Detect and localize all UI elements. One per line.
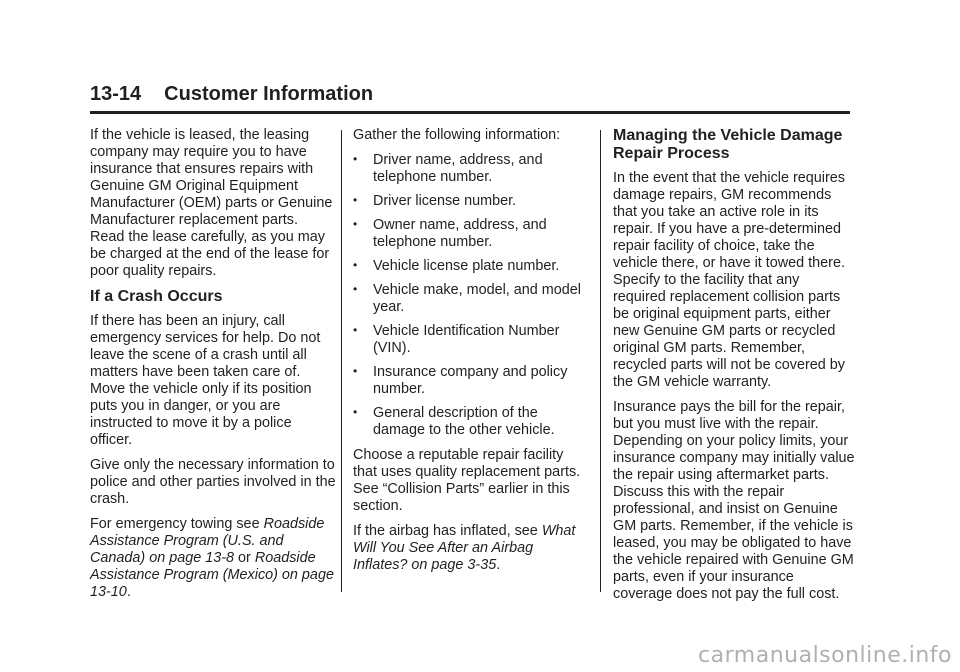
airbag-intro: If the airbag has inflated, see [353,523,542,539]
bullet-icon: • [353,364,358,378]
list-item [353,364,589,398]
bullet-icon: • [353,258,358,272]
lease-paragraph: If the vehicle is leased, the leasing company may require you to have insurance that ensures repairs with Genuine GM Original Equipment Manufacturer (OEM) parts or Genuine Manufacturer replacement parts. Read the lease carefully, as you may be charged at the end of the lease for poor quality repairs. [90,127,333,279]
gather-intro: Gather the following information: [353,127,561,143]
towing-ref-us-canada[interactable]: Roadside Assistance Program (U.S. and Canada) on page 13-8 [90,516,325,566]
repair-paragraph-2: Insurance pays the bill for the repair, but you must live with the repair. Depending on your policy limits, your insurance company may initially value the repair using aftermarket parts. Discuss this with the repair professional, and insist on Genuine GM parts. Remember, if the vehicle is leased, you may be obligated to have the vehicle repaired with Genuine GM parts, even if your insurance coverage does not pay the full cost. [613,399,855,602]
repair-paragraph-1: In the event that the vehicle requires damage repairs, GM recommends that you take an active role in its repair. If you have a pre-determined repair facility of choice, take the vehicle there, or have it towed there. Specify to the facility that any required replacement collision parts be original equipment parts, either new Genuine GM parts or recycled original GM parts. Remember, recycled parts will not be covered by the GM vehicle warranty. [613,170,845,390]
section-title: Customer Information [164,83,374,105]
airbag-ref[interactable]: What Will You See After an Airbag Inflates? on page 3-35 [353,523,576,573]
list-item-text: Vehicle license plate number. [373,258,560,274]
list-item-text: Insurance company and policy number. [373,364,568,397]
crash-heading: If a Crash Occurs [90,288,223,305]
page-number: 13-14 [90,83,142,105]
list-item-text: General description of the damage to the other vehicle. [373,405,555,438]
towing-or: or [234,550,255,566]
column-divider-1 [341,130,342,592]
towing-end: . [126,584,131,600]
list-item-text: Owner name, address, and telephone number. [373,217,547,250]
list-item [353,405,589,439]
list-item-text: Driver license number. [373,193,517,209]
towing-paragraph [90,516,336,601]
bullet-icon: • [353,323,358,337]
bullet-icon: • [353,193,358,207]
bullet-icon: • [353,282,358,296]
list-item [353,152,589,186]
facility-paragraph: Choose a reputable repair facility that uses quality replacement parts. See “Collision Parts” earlier in this section. [353,447,581,514]
column-middle [353,127,589,582]
list-item-text: Vehicle make, model, and model year. [373,282,581,315]
towing-ref-mexico[interactable]: Roadside Assistance Program (Mexico) on page 13-10 [90,550,334,600]
column-divider-2 [600,130,601,592]
bullet-icon: • [353,405,358,419]
list-item-text: Driver name, address, and telephone number. [373,152,543,185]
crash-paragraph: If there has been an injury, call emergency services for help. Do not leave the scene of a crash until all matters have been taken care of. Move the vehicle only if its position puts you in danger, or you are instructed to move it by a police officer. [90,313,321,448]
list-item [353,258,589,275]
bullet-icon: • [353,152,358,166]
column-left [90,127,336,609]
repair-process-heading: Managing the Vehicle Damage Repair Process [613,127,843,162]
column-right [613,127,855,611]
list-item [353,323,589,357]
airbag-end: . [496,557,501,573]
bullet-icon: • [353,217,358,231]
list-item-text: Vehicle Identification Number (VIN). [373,323,560,356]
list-item [353,193,589,210]
list-item [353,217,589,251]
airbag-paragraph [353,523,589,574]
watermark: carmanualsonline.info [698,643,952,668]
list-item [353,282,589,316]
info-list [353,152,589,439]
info-paragraph: Give only the necessary information to police and other parties involved in the crash. [90,457,336,507]
towing-intro: For emergency towing see [90,516,264,532]
page-header [90,82,850,114]
